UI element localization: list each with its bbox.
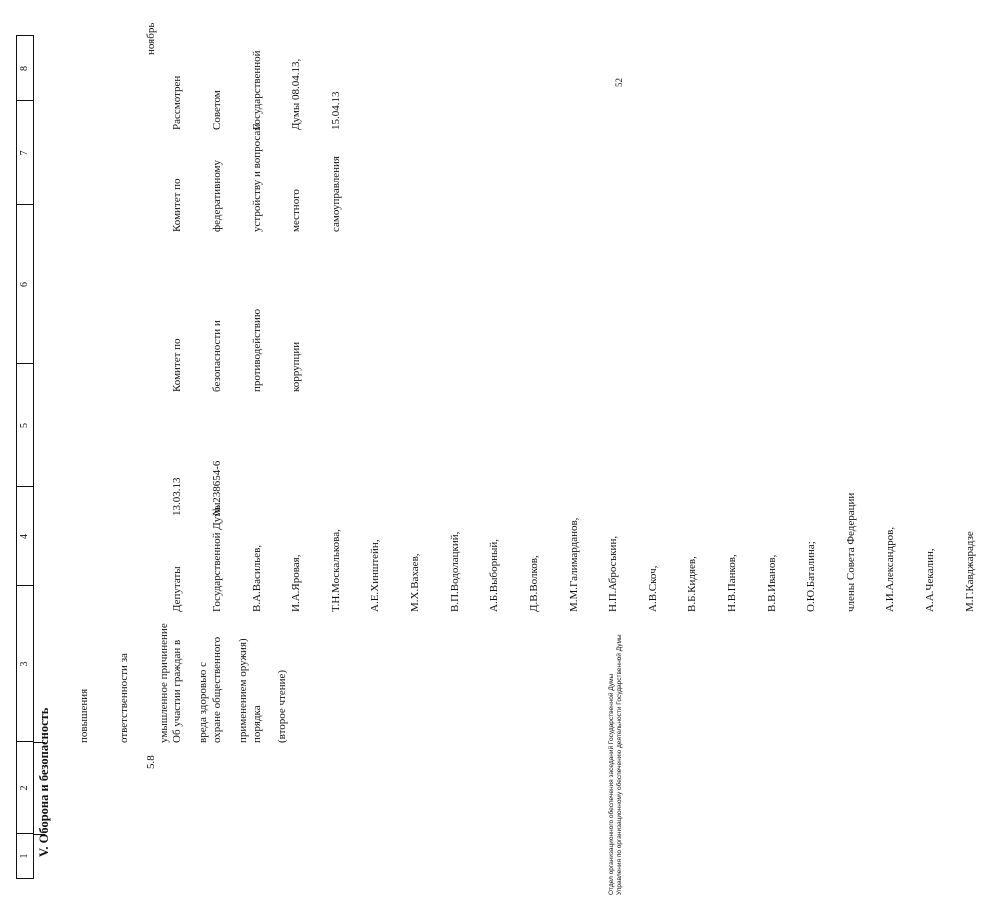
text-line: В.А.Васильев,	[250, 544, 263, 612]
text-line: Государственной Думы	[211, 502, 224, 612]
text-line: устройству и вопросам	[250, 123, 263, 232]
text-line: А.В.Скоч,	[646, 565, 659, 612]
text-line: безопасности и	[211, 320, 224, 392]
text-line: вреда здоровью с	[197, 662, 210, 743]
responsible-committee	[145, 309, 330, 392]
text-line: Н.В.Панков,	[725, 554, 738, 612]
bill-authors	[145, 493, 1003, 612]
text-line: Комитет по	[171, 178, 184, 232]
column-number: 3	[19, 661, 30, 667]
text-line: порядка	[250, 705, 263, 743]
text-line: федеративному	[211, 160, 224, 232]
text-line: О.Ю.Баталина;	[805, 541, 818, 612]
text-line: А.И.Александров,	[884, 526, 897, 612]
column-number: 2	[19, 785, 30, 791]
text-line: самоуправления	[329, 156, 342, 232]
page-number: 52	[614, 78, 624, 87]
text-line: применением оружия)	[236, 638, 249, 743]
text-line: М.М.Галимарданов,	[567, 517, 580, 612]
text-line: Об участии граждан в	[171, 639, 184, 743]
text-line: Д.В.Волков,	[527, 555, 540, 612]
column-number: 6	[19, 282, 30, 287]
column-number: 1	[19, 853, 30, 859]
text-line: Т.Н.Москалькова,	[329, 529, 342, 612]
bill-name	[145, 637, 290, 743]
text-line: умышленное причинение	[157, 623, 170, 743]
row-number: 5.8	[145, 755, 157, 769]
text-line: В.П.Водолацкий,	[448, 531, 461, 612]
text-line: № 238654-6	[211, 460, 224, 516]
co-executor-committee	[145, 124, 369, 232]
footer-line: Управления по организационному обеспечению деятельности Государственной Думы	[616, 634, 623, 895]
text-line: Депутаты	[171, 566, 184, 612]
text-line: Государственной	[250, 50, 263, 130]
footer-department	[608, 634, 624, 895]
text-line: М.Г.Кавджарадзе	[963, 531, 976, 612]
text-line: 13.03.13	[171, 477, 184, 516]
text-line: А.Е.Хинштейн,	[369, 539, 382, 612]
column-number: 7	[19, 150, 30, 156]
text-line: Рассмотрен	[171, 75, 184, 130]
text-line: М.Х.Вахаев,	[409, 553, 422, 612]
column-number: 4	[19, 534, 30, 539]
text-line: В.Б.Кидяев,	[686, 556, 699, 612]
text-line: ответственности за	[118, 653, 131, 743]
text-line: 15.04.13	[329, 91, 342, 130]
text-line: И.А.Яровая,	[290, 554, 303, 612]
text-line: охране общественного	[211, 636, 224, 743]
text-line: В.В.Иванов,	[765, 554, 778, 612]
column-number-header	[16, 35, 34, 879]
text-line: местного	[290, 189, 303, 232]
consideration-status	[145, 50, 369, 130]
column-number: 8	[19, 66, 30, 71]
text-line: Советом	[211, 90, 224, 130]
text-line: Комитет по	[171, 338, 184, 392]
footer-line: Отдел организационного обеспечения заседаний Государственной Думы	[608, 673, 615, 895]
column-number: 5	[19, 423, 30, 428]
planned-month: ноябрь	[145, 22, 157, 55]
registration-info	[145, 461, 251, 516]
text-line: повышения	[78, 688, 91, 743]
text-line: Думы 08.04.13,	[290, 58, 303, 130]
text-line: Н.П.Абросъкин,	[607, 535, 620, 612]
text-line: А.Б.Выборный,	[488, 539, 501, 612]
text-line: коррупции	[290, 341, 303, 392]
section-title: V. Оборона и безопасность	[37, 707, 51, 857]
text-line: (второе чтение)	[276, 669, 289, 743]
text-line: члены Совета Федерации	[844, 492, 857, 612]
text-line: противодействию	[250, 308, 263, 392]
text-line: А.А.Чекалин,	[923, 548, 936, 612]
